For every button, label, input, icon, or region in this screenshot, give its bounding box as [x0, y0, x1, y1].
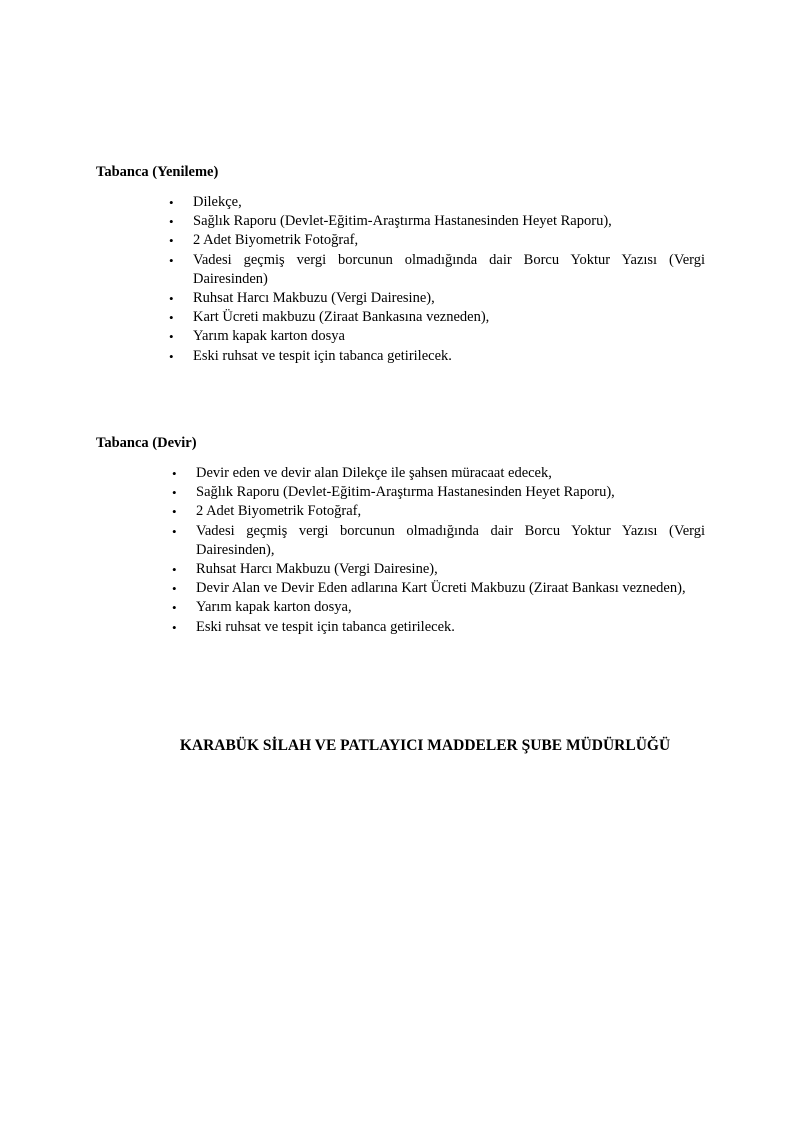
list-item-text: Ruhsat Harcı Makbuzu (Vergi Dairesine),	[193, 290, 435, 307]
requirements-list-renewal	[169, 193, 705, 366]
section-title-renewal: Tabanca (Yenileme)	[96, 164, 219, 180]
list-item	[169, 289, 705, 308]
bullet-icon: •	[169, 214, 174, 230]
bullet-icon: •	[172, 485, 177, 501]
section-title-transfer: Tabanca (Devir)	[96, 435, 197, 451]
list-item-text: Dilekçe,	[193, 194, 242, 210]
list-item	[169, 347, 705, 366]
bullet-icon: •	[172, 523, 177, 539]
bullet-icon: •	[172, 600, 177, 616]
list-item	[172, 502, 705, 521]
list-item-text: 2 Adet Biyometrik Fotoğraf,	[196, 503, 362, 520]
list-item-text: Kart Ücreti makbuzu (Ziraat Bankasına vezneden),	[193, 309, 490, 326]
list-item	[172, 579, 705, 598]
list-item	[172, 522, 705, 560]
list-item-text: Eski ruhsat ve tespit için tabanca getirilecek.	[193, 347, 452, 364]
list-item	[172, 560, 705, 579]
list-item	[169, 231, 705, 250]
list-item-text: Yarım kapak karton dosya,	[196, 599, 352, 616]
list-item	[169, 212, 705, 231]
requirements-list-transfer	[172, 464, 705, 637]
list-item-text: Vadesi geçmiş vergi borcunun olmadığında dair Borcu Yoktur Yazısı (Vergi Dairesinden),	[196, 522, 705, 558]
list-item	[172, 598, 705, 617]
list-item	[169, 308, 705, 327]
bullet-icon: •	[172, 581, 177, 597]
list-item-text: Ruhsat Harcı Makbuzu (Vergi Dairesine),	[196, 561, 438, 578]
list-item	[172, 483, 705, 502]
list-item	[169, 251, 705, 289]
bullet-icon: •	[172, 619, 177, 635]
list-item-text: Eski ruhsat ve tespit için tabanca getirilecek.	[196, 618, 455, 635]
list-item	[169, 193, 705, 212]
bullet-icon: •	[172, 466, 177, 481]
list-item-text: Sağlık Raporu (Devlet-Eğitim-Araştırma Hastanesinden Heyet Raporu),	[193, 213, 612, 230]
list-item-text: Yarım kapak karton dosya	[193, 328, 345, 345]
list-item-text: Devir Alan ve Devir Eden adlarına Kart Ücreti Makbuzu (Ziraat Bankası vezneden),	[196, 580, 686, 597]
bullet-icon: •	[169, 195, 174, 210]
bullet-icon: •	[169, 329, 174, 345]
list-item-text: Sağlık Raporu (Devlet-Eğitim-Araştırma Hastanesinden Heyet Raporu),	[196, 484, 615, 501]
bullet-icon: •	[169, 348, 174, 364]
bullet-icon: •	[172, 562, 177, 578]
bullet-icon: •	[169, 310, 174, 326]
list-item-text: Devir eden ve devir alan Dilekçe ile şahsen müracaat edecek,	[196, 465, 552, 481]
bullet-icon: •	[169, 233, 174, 249]
bullet-icon: •	[169, 252, 174, 268]
office-name-heading: KARABÜK SİLAH VE PATLAYICI MADDELER ŞUBE MÜDÜRLÜĞÜ	[179, 737, 671, 754]
bullet-icon: •	[172, 504, 177, 520]
list-item	[172, 464, 705, 483]
list-item-text: Vadesi geçmiş vergi borcunun olmadığında dair Borcu Yoktur Yazısı (Vergi Dairesinden)	[193, 251, 705, 287]
bullet-icon: •	[169, 291, 174, 307]
list-item-text: 2 Adet Biyometrik Fotoğraf,	[193, 232, 359, 249]
list-item	[169, 327, 705, 346]
list-item	[172, 618, 705, 637]
